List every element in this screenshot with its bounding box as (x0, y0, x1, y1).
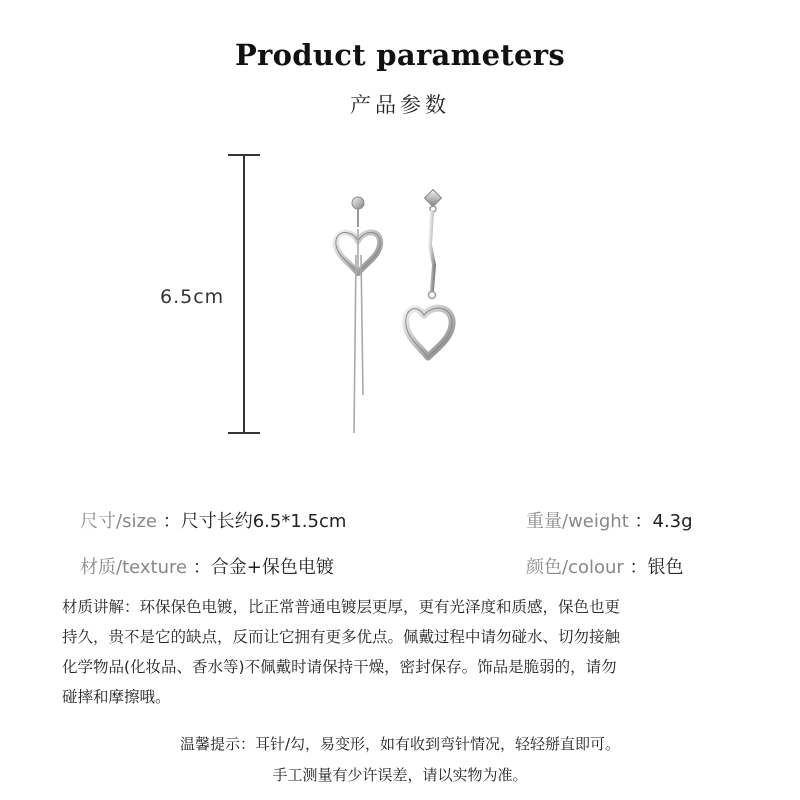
description-line: 化学物品(化妆品、香水等)不佩戴时请保持干燥，密封保存。饰品是脆弱的，请勿 (62, 658, 617, 676)
ruler-line (243, 154, 245, 434)
spec-weight (526, 507, 693, 533)
tip-line-1: 温馨提示：耳针/勾，易变形，如有收到弯针情况，轻轻掰直即可。 (179, 735, 621, 753)
spec-colour-value: ：银色 (629, 557, 684, 578)
dimension-label: 6.5cm (160, 286, 225, 308)
page-title: Product parameters (234, 38, 566, 72)
left-earring (336, 197, 380, 433)
description-line: 持久，贵不是它的缺点，反而让它拥有更多优点。佩戴过程中请勿碰水、切勿接触 (62, 628, 621, 646)
right-earring (406, 190, 452, 357)
tip-line-2: 手工测量有少许误差，请以实物为准。 (272, 766, 528, 784)
spec-size (80, 507, 346, 533)
spec-colour (526, 553, 684, 579)
spec-colour-label: 颜色/colour (526, 557, 624, 578)
material-description (62, 592, 752, 712)
description-line: 材质讲解：环保保色电镀，比正常普通电镀层更厚，更有光泽度和质感，保色也更 (62, 598, 621, 616)
spec-texture-label: 材质/texture (80, 557, 188, 578)
dimension-ruler (224, 154, 264, 436)
description-line: 碰摔和摩擦哦。 (62, 688, 171, 706)
spec-weight-value: ：4.3g (634, 511, 693, 532)
spec-texture (80, 553, 334, 579)
page-subtitle: 产品参数 (350, 93, 450, 117)
spec-size-label: 尺寸/size (80, 511, 157, 532)
spec-weight-label: 重量/weight (526, 511, 629, 532)
ruler-bottom-cap (228, 432, 260, 434)
spec-texture-value: ：合金+保色电镀 (192, 557, 334, 578)
earrings-image (320, 185, 470, 445)
spec-size-value: ：尺寸长约6.5*1.5cm (162, 511, 347, 532)
